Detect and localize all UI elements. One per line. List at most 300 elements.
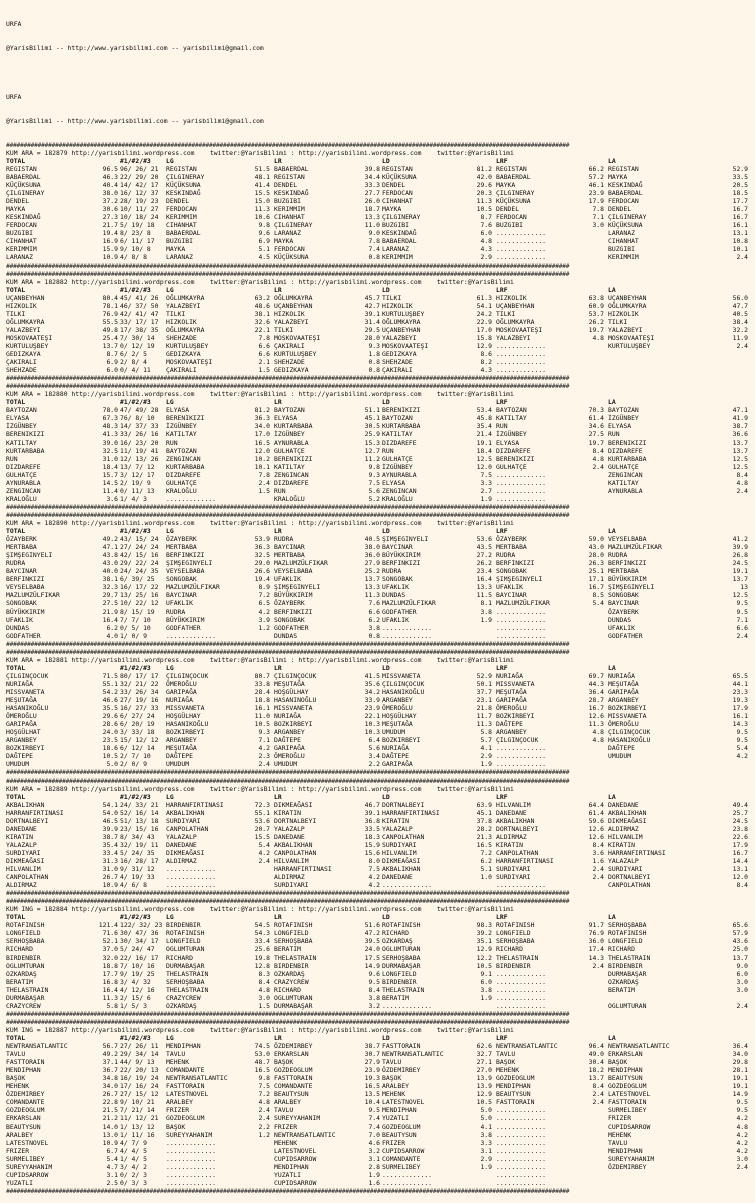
la-score: 16.7 [732, 205, 748, 214]
lrf-horse: ............. [496, 1001, 547, 1010]
lrf-horse: ............. [496, 1138, 547, 1147]
total-score: 29.6 [102, 712, 118, 721]
ld-horse: RUN [382, 446, 394, 455]
ld-score: 98.3 [476, 921, 492, 930]
la-score: 2.4 [736, 486, 748, 495]
horse: ÇILGINÇOCUK [6, 671, 49, 680]
ld-horse: COMANDANTE [382, 1154, 421, 1163]
lr-score: 45.7 [364, 293, 380, 302]
lr-score: 45.1 [364, 414, 380, 423]
place-counts: 16/ 28/ 17 [120, 856, 159, 865]
lr-horse: TAVLU [274, 1106, 294, 1115]
ld-horse: FERDOCAN [382, 189, 413, 198]
lr-horse: MISSVANETA [274, 704, 313, 713]
ld-horse: CIHANHAT [382, 197, 413, 206]
lrf-horse: ............. [496, 350, 547, 359]
total-score: 17.7 [102, 969, 118, 978]
lr-score: 0.8 [368, 366, 380, 375]
lg-horse: OĞLUMKAYRA [166, 325, 205, 334]
lg-horse: ............. [166, 1162, 217, 1171]
lg-horse: VEYSELBABA [166, 567, 205, 576]
total-score: 34.8 [102, 1074, 118, 1083]
total-score: 16.8 [102, 977, 118, 986]
lr-horse: GARIPAĞA [274, 744, 305, 753]
lg-score: 15.5 [254, 832, 270, 841]
table-row [6, 978, 751, 986]
lg-score: 6.6 [258, 350, 270, 359]
lr-score: 11.3 [364, 591, 380, 600]
ld-score: 27.0 [476, 1066, 492, 1075]
lr-score: 11.2 [364, 454, 380, 463]
race-banner: KUM ARA = 182880 http://yarisbilimi.wordpress.com twitter:@YarisBilimi : http://yarisbilimi.wordpress.com twitter:@YarisBilimi [6, 390, 514, 399]
la-score: 29.8 [732, 1058, 748, 1067]
place-counts: 9/ 31/ 12 [120, 865, 155, 874]
lr-horse: SHEHZADE [274, 358, 305, 367]
ld-score: 4.1 [480, 1122, 492, 1131]
horse: MENDIPHAN [6, 1066, 41, 1075]
ld-horse: YALAZBEYI [382, 333, 417, 342]
la-horse: BIRDENBIR [608, 961, 643, 970]
col-head-lg: LG [166, 285, 174, 294]
ld-horse: BERENIKIZI [382, 406, 421, 415]
ld-score: 37.7 [476, 687, 492, 696]
la-horse: RUN [608, 430, 620, 439]
lr-horse: HOŞGÜLHAY [274, 687, 309, 696]
total-score: 26.7 [102, 873, 118, 882]
lrf-score: 12.6 [588, 832, 604, 841]
lr-score: 1.6 [368, 1178, 380, 1187]
lrf-horse: GOZDEOGLUM [496, 1074, 535, 1083]
lg-score: 2.4 [258, 760, 270, 769]
total-score: 33.4 [102, 848, 118, 857]
lr-horse: CIHANHAT [274, 213, 305, 222]
ld-score: 54.1 [476, 301, 492, 310]
total-score: 16.4 [102, 615, 118, 624]
rule-line: ################################################################################################################################################################# [6, 269, 570, 278]
table-row [6, 986, 751, 994]
col-head-la: LA [608, 398, 616, 407]
lr-horse: ZENGINCAN [274, 470, 309, 479]
lg-horse: MEHENK [166, 1058, 190, 1067]
lrf-score: 11.3 [588, 720, 604, 729]
lrf-horse: KÜÇÜKSUNA [496, 197, 531, 206]
ld-horse: DIZDAREFE [382, 438, 417, 447]
lr-score: 7.0 [368, 1130, 380, 1139]
la-score: 16.7 [732, 213, 748, 222]
horse: FASTTORAIN [6, 1058, 45, 1067]
lg-horse: İZGÜNBEY [166, 422, 197, 431]
lg-score: 29.0 [254, 559, 270, 568]
rule-line: ################################################################################################################################################################# [6, 1009, 570, 1018]
la-horse: LATESTNOVEL [608, 1090, 651, 1099]
lg-horse: COMANDANTE [166, 1066, 205, 1075]
place-counts: 46/ 37/ 50 [120, 301, 159, 310]
lr-horse: KRALOĞLU [274, 494, 305, 503]
la-score: 18.5 [732, 189, 748, 198]
lrf-score: 8.5 [592, 591, 604, 600]
ld-horse: BOZKIRBEYI [382, 736, 421, 745]
lr-score: 10.3 [364, 728, 380, 737]
lg-score: 26.6 [254, 567, 270, 576]
lg-score: 1.5 [258, 1001, 270, 1010]
place-counts: 42/ 41/ 47 [120, 309, 159, 318]
rule-line: ################################################################################################################################################################# [6, 776, 570, 785]
table-row [6, 599, 751, 607]
la-score: 24.5 [732, 559, 748, 568]
lr-score: 47.2 [364, 929, 380, 938]
la-horse: LARANAZ [608, 229, 635, 238]
lr-horse: ARGANBEY [274, 728, 305, 737]
place-counts: 0/ 5/ 10 [120, 623, 151, 632]
lr-score: 9.5 [368, 977, 380, 986]
la-score: 20.5 [732, 181, 748, 190]
lg-score: 7.8 [258, 333, 270, 342]
col-head-counts: #1/#2/#3 [120, 1034, 151, 1042]
ld-horse: DAĞTEPE [382, 752, 409, 761]
lg-horse: NEWTRANSATLANTIC [166, 1074, 228, 1083]
lrf-horse: SONGOBAK [496, 567, 527, 576]
la-score: 2.4 [736, 253, 748, 262]
lg-score: 12.0 [254, 446, 270, 455]
lg-horse: FERDOCAN [166, 205, 197, 214]
ld-score: 43.5 [476, 543, 492, 552]
table-row [6, 736, 751, 744]
lg-score: 19.4 [254, 575, 270, 584]
lg-horse: BAŞOK [166, 1122, 186, 1131]
lr-score: 3.2 [368, 1001, 380, 1010]
la-horse: DENDEL [608, 205, 632, 214]
ld-score: 39.2 [476, 929, 492, 938]
table-row [6, 487, 751, 495]
horse: CUPIDSARROW [6, 1170, 49, 1179]
ld-score: 4.8 [480, 237, 492, 246]
la-score: 47.1 [732, 406, 748, 415]
la-horse: ARGANBEY [608, 696, 639, 705]
lrf-horse: MEŞUTAĞA [496, 687, 527, 696]
table-row [6, 632, 751, 640]
lrf-score: 7.1 [592, 213, 604, 222]
la-horse: KATILTAY [608, 478, 639, 487]
race-banner: KUM ING = 182884 http://yarisbilimi.wordpress.com twitter:@YarisBilimi : http://yarisbilimi.wordpress.com twitter:@YarisBilimi [6, 905, 514, 914]
lg-horse: ROTAFINISH [166, 929, 205, 938]
place-counts: 76/ 8/ 10 [120, 414, 155, 423]
lr-score: 10.3 [364, 720, 380, 729]
lrf-score: 61.4 [588, 414, 604, 423]
lg-score: 3.9 [258, 615, 270, 624]
place-counts: 22/ 20/ 13 [120, 1066, 159, 1075]
la-score: 4.2 [736, 1138, 748, 1147]
la-horse: DUNDAS [608, 615, 632, 624]
lr-horse: DUNDAS [274, 631, 298, 640]
ld-horse: MISSVANETA [382, 671, 421, 680]
ld-horse: KERIMMIM [382, 253, 413, 262]
lg-score: 10.2 [254, 454, 270, 463]
col-head-lg: LG [166, 398, 174, 407]
ld-horse: ............. [382, 1001, 433, 1010]
total-score: 21.2 [102, 1114, 118, 1123]
la-horse: CUPIDSARROW [608, 1122, 651, 1131]
horse: NURIAĞA [6, 679, 33, 688]
lrf-horse: AKBALIKHAN [496, 816, 535, 825]
la-horse: MEHENK [608, 1130, 632, 1139]
total-score: 46.3 [102, 172, 118, 181]
lr-horse: BAYTOZAN [274, 406, 305, 415]
lr-horse: TILKI [274, 325, 294, 334]
ld-score: 62.6 [476, 1042, 492, 1051]
col-head-lg: LG [166, 156, 174, 165]
lg-horse: BÜYÜKKIRIM [166, 615, 205, 624]
ld-horse: ROTAFINISH [382, 921, 421, 930]
horse: OZKARDAŞ [6, 969, 37, 978]
lrf-score: 8.4 [592, 840, 604, 849]
lrf-horse: DENDEL [496, 205, 520, 214]
total-score: 49.2 [102, 535, 118, 544]
la-score: 12.5 [732, 591, 748, 600]
lg-score: 11.3 [254, 205, 270, 214]
lr-score: 9.3 [368, 341, 380, 350]
ld-score: 32.7 [476, 1050, 492, 1059]
ld-score: 18.4 [476, 446, 492, 455]
lrf-horse: BOZKIRBEYI [496, 712, 535, 721]
la-horse: BABAERDAL [608, 189, 643, 198]
place-counts: 2/ 7/ 10 [120, 752, 151, 761]
total-score: 43.8 [102, 551, 118, 560]
lg-horse: ÇILGINÇOCUK [166, 671, 209, 680]
lg-score: 4.2 [258, 607, 270, 616]
col-head-ld: LD [382, 398, 390, 407]
lg-horse: KURTULUŞBEY [166, 341, 209, 350]
place-counts: 2/ 8/ 4 [120, 358, 147, 367]
ld-horse: GOZDEOGLUM [382, 1122, 421, 1131]
ld-horse: ÖZDEMIRBEY [382, 1066, 421, 1075]
lr-score: 3.8 [368, 623, 380, 632]
race-banner: KUM ARA = 182882 http://yarisbilimi.wordpress.com twitter:@YarisBilimi : http://yarisbilimi.wordpress.com twitter:@YarisBilimi [6, 277, 514, 286]
total-score: 37.0 [102, 945, 118, 954]
place-counts: 13/ 25/ 16 [120, 591, 159, 600]
lr-score: 40.5 [364, 535, 380, 544]
la-score: 6.0 [736, 969, 748, 978]
lg-horse: MAZLUMZÜLFIKAR [166, 583, 220, 592]
lrf-horse: TAVLU [496, 1050, 516, 1059]
la-horse: CANPOLATHAN [608, 881, 651, 890]
lrf-score: 76.9 [588, 929, 604, 938]
lrf-horse: DORTNALBEYI [496, 824, 539, 833]
table-row [6, 841, 751, 849]
place-counts: 4/ 7/ 9 [120, 1138, 147, 1147]
total-score: 54.2 [102, 687, 118, 696]
table-row [6, 414, 751, 422]
lr-score: 4.6 [368, 1138, 380, 1147]
ld-score: 35.4 [476, 422, 492, 431]
ld-horse: BUZGIBI [382, 221, 409, 230]
ld-score: 10.5 [476, 205, 492, 214]
la-score: 4.2 [736, 1130, 748, 1139]
lg-horse: CIHANHAT [166, 221, 197, 230]
lg-score: 7.2 [258, 1090, 270, 1099]
col-head-la: LA [608, 527, 616, 536]
total-score: 22.8 [102, 1098, 118, 1107]
la-score: 9.5 [736, 728, 748, 737]
lg-horse: ÖZAYBERK [166, 535, 197, 544]
la-horse: MERTBABA [608, 567, 639, 576]
lrf-horse: ............. [496, 358, 547, 367]
lr-score: 36.0 [364, 551, 380, 560]
ld-horse: SONGOBAK [382, 575, 413, 584]
ld-score: 27.2 [476, 551, 492, 560]
horse: HILVANLIM [6, 865, 41, 874]
la-horse: MEŞUTAĞA [608, 679, 639, 688]
ld-score: 9.1 [480, 969, 492, 978]
total-score: 35.4 [102, 840, 118, 849]
ld-horse: NURIAĞA [382, 744, 409, 753]
lrf-horse: ............. [496, 752, 547, 761]
place-counts: 9/ 10/ 8 [120, 245, 151, 254]
place-counts: 10/ 11/ 27 [120, 205, 159, 214]
ld-horse: KURTULUŞBEY [382, 309, 425, 318]
lr-horse: BEAUTYSUN [274, 1090, 309, 1099]
horse: BEAUTYSUN [6, 1122, 41, 1131]
lrf-horse: ÖZAYBERK [496, 535, 527, 544]
lr-score: 3.1 [368, 1154, 380, 1163]
lrf-horse: RUDRA [496, 551, 516, 560]
lr-horse: KÜÇÜKSUNA [274, 253, 309, 262]
total-score: 21.5 [102, 1106, 118, 1115]
lg-horse: SURDIYARI [166, 816, 201, 825]
table-row [6, 358, 751, 366]
la-horse: ZENGINCAN [608, 470, 643, 479]
lg-horse: NURIAĞA [166, 696, 193, 705]
lrf-horse: MERTBABA [496, 543, 527, 552]
lg-horse: REGISTAN [166, 164, 197, 173]
lg-score: 4.2 [258, 744, 270, 753]
lrf-score: 4.8 [592, 454, 604, 463]
lg-horse: TAVLU [166, 1050, 186, 1059]
lg-horse: TILKI [166, 309, 186, 318]
total-score: 39.9 [102, 824, 118, 833]
lg-horse: AKBALIKHAN [166, 808, 205, 817]
la-score: 12.0 [732, 873, 748, 882]
lrf-horse: ............. [496, 341, 547, 350]
lr-horse: CUPIDSARROW [274, 1154, 317, 1163]
la-score: 4.2 [736, 1114, 748, 1123]
total-score: 48.3 [102, 422, 118, 431]
col-head-total: TOTAL [6, 156, 26, 165]
ld-score: 12.0 [476, 462, 492, 471]
lr-horse: OGLUMTURAN [274, 993, 313, 1002]
total-score: 25.4 [102, 333, 118, 342]
ld-horse: MEŞUTAĞA [382, 720, 413, 729]
lr-score: 27.9 [364, 1058, 380, 1067]
ld-score: 42.0 [476, 172, 492, 181]
horse: ÇAKIRALI [6, 358, 37, 367]
table-row [6, 422, 751, 430]
total-score: 46.6 [102, 696, 118, 705]
ld-horse: ARALBEY [382, 1082, 409, 1091]
lrf-score: 36.0 [588, 937, 604, 946]
la-score: 49.4 [732, 800, 748, 809]
lrf-horse: SURDIYARI [496, 873, 531, 882]
la-horse: BERENIKIZI [608, 438, 647, 447]
lr-horse: MENDIPHAN [274, 1162, 309, 1171]
lr-score: 8.0 [368, 856, 380, 865]
lrf-horse: BIRDENBIR [496, 961, 531, 970]
lrf-horse: HILVANLIM [496, 800, 531, 809]
ld-score: 1.9 [480, 760, 492, 769]
place-counts: 51/ 13/ 18 [120, 816, 159, 825]
place-counts: 0/ 12/ 19 [120, 341, 155, 350]
lrf-score: 43.0 [588, 543, 604, 552]
la-horse: DIZDAREFE [608, 446, 643, 455]
ld-score: 13.3 [476, 583, 492, 592]
lrf-horse: ............. [496, 1106, 547, 1115]
horse: BIRDENBIR [6, 953, 41, 962]
lr-horse: KATILTAY [274, 462, 305, 471]
lrf-horse: ............. [496, 1122, 547, 1131]
horse: BAYTOZAN [6, 406, 37, 415]
total-score: 37.2 [102, 197, 118, 206]
lr-horse: NEWTRANSATLANTIC [274, 1130, 336, 1139]
lr-score: 38.7 [364, 1042, 380, 1051]
rule-line: ################################################################################################################################################################# [6, 510, 570, 519]
lg-horse: MISSVANETA [166, 704, 205, 713]
la-score: 9.5 [736, 1106, 748, 1115]
lrf-horse: HARRANFIRTINASI [496, 856, 554, 865]
lr-horse: DIKMEAĞASI [274, 800, 313, 809]
ld-horse: CANPOLATHAN [382, 832, 425, 841]
la-score: 52.9 [732, 164, 748, 173]
lg-horse: KÜÇÜKSUNA [166, 181, 201, 190]
column-header-row [6, 398, 751, 406]
ld-horse: KURTARBABA [382, 422, 421, 431]
total-score: 15.7 [102, 470, 118, 479]
ld-score: 6.0 [480, 977, 492, 986]
total-score: 54.0 [102, 808, 118, 817]
horse: AYNURABLA [6, 478, 41, 487]
horse: YUZATLI [6, 1178, 33, 1187]
lr-horse: ÇILGINERAY [274, 221, 313, 230]
col-head-lrf: LRF [496, 913, 508, 922]
lr-score: 8.4 [368, 985, 380, 994]
la-horse: ŞIMŞEGINYELI [608, 583, 655, 592]
lr-score: 13.3 [364, 213, 380, 222]
la-score: 41.9 [732, 414, 748, 423]
lr-score: 18.7 [364, 205, 380, 214]
la-horse: SURMELIBEY [608, 1106, 647, 1115]
lr-score: 24.0 [364, 945, 380, 954]
place-counts: 6/ 39/ 25 [120, 575, 155, 584]
la-horse: ERKARSLAN [608, 1050, 643, 1059]
horse: KRALOĞLU [6, 494, 37, 503]
table-row [6, 817, 751, 825]
table-row [6, 945, 751, 953]
table-row [6, 672, 751, 680]
ld-horse: ZENGINCAN [382, 486, 417, 495]
ld-score: 81.2 [476, 164, 492, 173]
lrf-score: 2.4 [592, 1090, 604, 1099]
lr-horse: AKBALIKHAN [274, 840, 313, 849]
lg-score: 9.8 [258, 221, 270, 230]
lr-score: 39.1 [364, 808, 380, 817]
lrf-horse: BABAERDAL [496, 172, 531, 181]
col-head-counts: #1/#2/#3 [120, 663, 151, 672]
la-horse: SUREYYAHANIM [608, 1154, 655, 1163]
lg-horse: HASANIKOĞLU [166, 720, 209, 729]
la-horse: DURMABAŞAR [608, 969, 647, 978]
horse: OĞLUMKAYRA [6, 317, 45, 326]
lrf-horse: ............. [496, 760, 547, 769]
ld-horse: ............. [382, 623, 433, 632]
table-row [6, 455, 751, 463]
